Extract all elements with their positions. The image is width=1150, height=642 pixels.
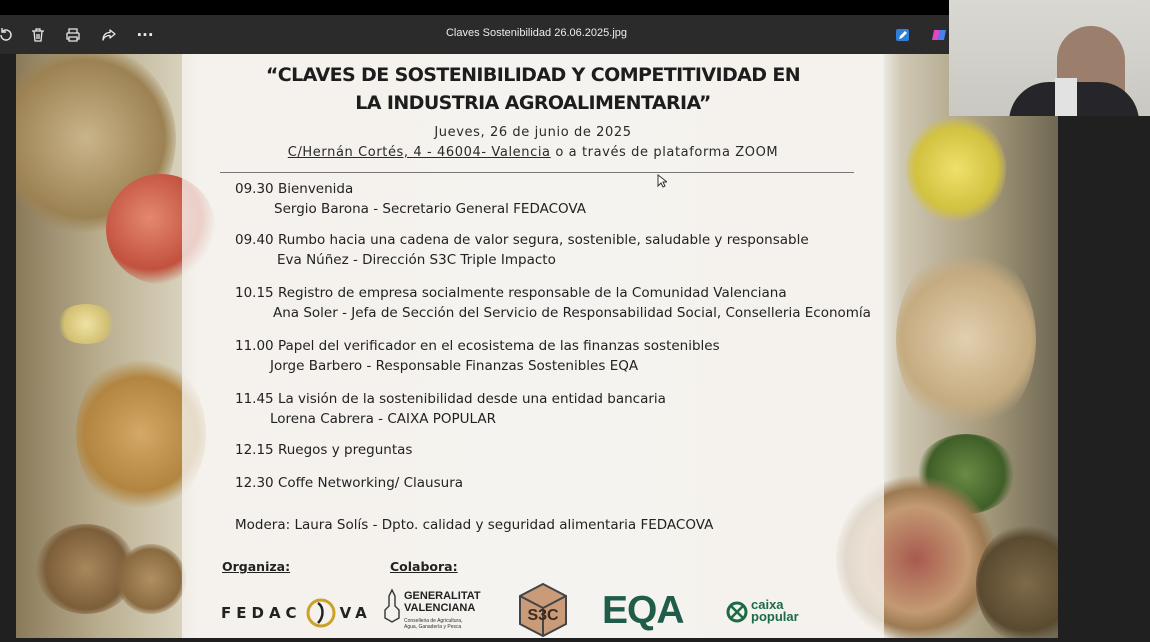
agenda-speaker: Sergio Barona - Secretario General FEDACOVA <box>274 201 587 217</box>
generalitat-valenciana-logo <box>384 586 494 634</box>
agenda-speaker: Ana Soler - Jefa de Sección del Servicio de Responsabilidad Social, Conselleria Economía <box>273 305 871 321</box>
gva-line2: VALENCIANA <box>404 602 476 614</box>
fedacova-text-right: VA <box>339 604 372 622</box>
gva-small1: Conselleria de Agricultura, <box>404 618 463 624</box>
lemon-image <box>906 114 1006 224</box>
caixa-text: caixa <box>751 597 784 612</box>
eqa-logo: EQA <box>602 589 684 632</box>
moderator: Modera: Laura Solís - Dpto. calidad y seguridad alimentaria FEDACOVA <box>235 517 714 533</box>
s3c-logo <box>517 582 569 638</box>
webcam-video-feed <box>949 0 1150 116</box>
edit-icon[interactable] <box>893 25 913 45</box>
agenda-line: 12.30 Coffe Networking/ Clausura <box>235 475 464 491</box>
colabora-label: Colabora: <box>390 559 458 574</box>
agenda-line: 09.30 Bienvenida <box>235 181 354 197</box>
event-date: Jueves, 26 de junio de 2025 <box>434 125 632 140</box>
organiza-label: Organiza: <box>222 559 291 574</box>
more-label: ··· <box>136 26 154 44</box>
agenda-speaker: Eva Núñez - Dirección S3C Triple Impacto <box>277 252 556 268</box>
document-title-line1: “CLAVES DE SOSTENIBILIDAD Y COMPETITIVIDAD EN <box>265 64 801 86</box>
photo-viewer-toolbar <box>0 15 950 54</box>
s3c-text: S3C <box>527 607 559 624</box>
ginger-image <box>896 244 1036 434</box>
caixa-popular-logo <box>726 598 816 628</box>
lemon-slice-image <box>56 304 116 344</box>
agenda-line: 11.45 La visión de la sostenibilidad desde una entidad bancaria <box>235 391 666 407</box>
mouse-cursor-icon <box>657 174 667 188</box>
gva-line1: GENERALITAT <box>404 590 481 602</box>
event-address-suffix: o a través de plataforma ZOOM <box>550 145 779 160</box>
copilot-icon[interactable] <box>929 25 949 45</box>
popular-text: popular <box>751 609 799 624</box>
fedacova-logo <box>221 597 372 629</box>
fedacova-text-left: FEDAC <box>221 604 302 622</box>
gva-small2: Agua, Ganadería y Pesca <box>404 624 462 630</box>
walnut-image <box>116 544 186 614</box>
document-title-line2: LA INDUSTRIA AGROALIMENTARIA” <box>355 92 711 114</box>
caixa-popular-emblem-icon <box>726 601 748 623</box>
agenda-line: 11.00 Papel del verificador en el ecosistema de las finanzas sostenibles <box>235 338 720 354</box>
agenda-speaker: Jorge Barbero - Responsable Finanzas Sostenibles EQA <box>270 358 639 374</box>
agenda-speaker: Lorena Cabrera - CAIXA POPULAR <box>270 411 496 427</box>
fedacova-emblem-icon <box>304 597 338 629</box>
event-address: C/Hernán Cortés, 4 - 46004- Valencia <box>287 145 551 160</box>
agenda-line: 09.40 Rumbo hacia una cadena de valor segura, sostenible, saludable y responsable <box>235 232 809 248</box>
event-location <box>182 145 884 160</box>
person-shirt <box>1055 78 1077 116</box>
gva-shield-icon <box>384 588 400 624</box>
divider <box>220 172 854 173</box>
window-title: Claves Sostenibilidad 26.06.2025.jpg <box>445 27 628 39</box>
agenda-line: 10.15 Registro de empresa socialmente responsable de la Comunidad Valenciana <box>235 285 787 301</box>
agenda-line: 12.15 Ruegos y preguntas <box>235 442 413 458</box>
